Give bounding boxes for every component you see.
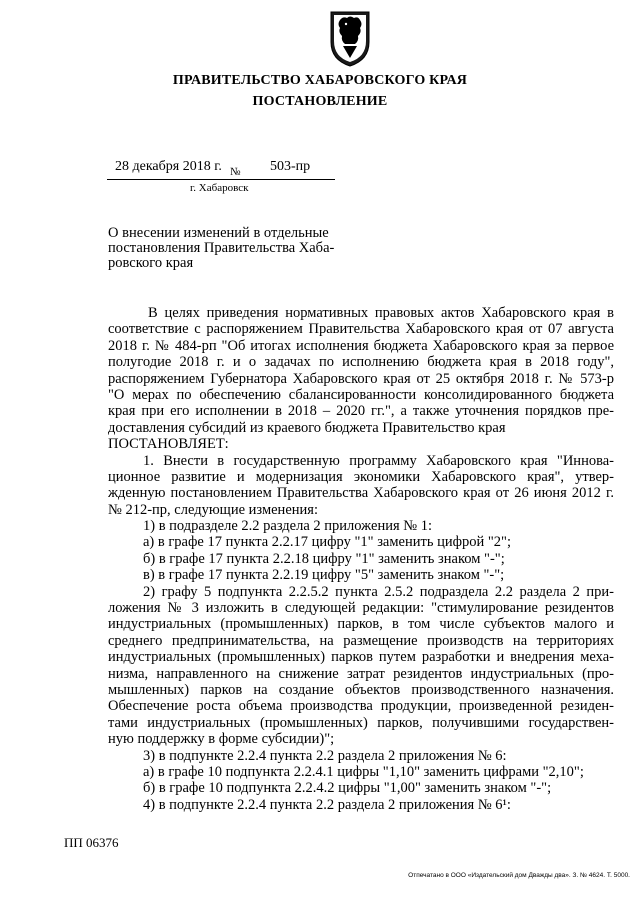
document-body [108,305,614,813]
body-line: а) в графе 10 подпункта 2.2.4.1 цифры "1,10" заменить цифрами "2,10"; [143,763,584,780]
body-line: ционное развитие и модернизация экономики Хабаровского края", утвер- [108,468,614,485]
printer-imprint: Отпечатано в ООО «Издательский дом Дважды два». З. № 4624. Т. 5000. [408,872,630,879]
subject-line: О внесении изменений в отдельные [108,225,329,241]
subject-line: постановления Правительства Хаба- [108,240,335,256]
body-line: соответствие с распоряжением Правительства Хабаровского края от 07 августа [108,321,614,338]
document-code: ПП 06376 [64,835,119,850]
body-line: края при его исполнении в 2018 – 2020 гг.", а также уточнения порядков пре- [108,403,614,420]
document-subject [108,226,348,271]
body-line: в) в графе 17 пункта 2.2.19 цифру "5" заменить знаком "-"; [143,567,505,584]
document-type: ПОСТАНОВЛЕНИЕ [252,94,388,109]
body-line: ную поддержку в форме субсидии)"; [108,731,335,748]
body-line: б) в графе 17 пункта 2.2.18 цифру "1" заменить знаком "-"; [143,550,505,567]
body-line: № 212-пр, следующие изменения: [108,501,318,518]
body-line: 3) в подпункте 2.2.4 пункта 2.2 раздела 2 приложения № 6: [143,747,507,764]
document-number: 503-пр [270,159,311,174]
body-line: ложения № 3 изложить в следующей редакции: "стимулирование резидентов [108,600,614,617]
body-line: полугодие 2018 г. и о задачах по исполнению бюджета края в 2018 году", [108,354,614,371]
body-line: ПОСТАНОВЛЯЕТ: [108,436,229,453]
body-line: индустриальных (промышленных) парков путем разработки и внедрения меха- [108,649,614,666]
body-line: среднего предпринимательства, на размещение производств на территориях [108,632,614,649]
organization-title: ПРАВИТЕЛЬСТВО ХАБАРОВСКОГО КРАЯ [172,73,468,88]
body-line: б) в графе 10 подпункта 2.2.4.2 цифры "1,00" заменить знаком "-"; [143,780,552,797]
body-line: низма, направленного на снижение затрат резидентов индустриальных (про- [108,665,614,682]
body-line: распоряжением Губернатора Хабаровского края от 25 октября 2018 г. № 573-р [108,370,614,387]
subject-line: ровского края [108,255,194,271]
document-date: 28 декабря 2018 г. [115,159,222,174]
body-line: В целях приведения нормативных правовых актов Хабаровского края в [148,305,614,321]
body-line: 1. Внести в государственную программу Хабаровского края "Иннова- [143,452,614,469]
body-line: 2) графу 5 подпункта 2.2.5.2 пункта 2.5.2 подраздела 2.2 раздела 2 при- [143,583,614,600]
body-line: мышленных) парков на создание объектов производственного назначения. [108,681,614,698]
body-line: а) в графе 17 пункта 2.2.17 цифру "1" заменить цифрой "2"; [143,534,511,551]
body-line: 4) в подпункте 2.2.4 пункта 2.2 раздела 2 приложения № 6¹: [143,796,511,813]
coat-of-arms-icon [325,8,375,68]
body-line: 2018 г. № 484-рп "Об итогах исполнения бюджета Хабаровского края за первое [108,337,614,354]
body-line: Обеспечение роста объема производства продукции, произведенной резиден- [108,698,614,715]
body-line: тами индустриальных (промышленных) парков, получившими государствен- [108,714,614,731]
document-city: г. Хабаровск [190,182,249,194]
number-sign: № [230,166,241,178]
body-line: "О мерах по обеспечению сбалансированности консолидированного бюджета [108,386,614,403]
body-line: жденную постановлением Правительства Хабаровского края от 26 июня 2012 г. [108,485,614,502]
body-line: индустриальных (промышленных) парков, в том числе субъектов малого и [108,616,614,633]
body-line: доставления субсидий из краевого бюджета Правительство края [108,419,506,436]
body-line: 1) в подразделе 2.2 раздела 2 приложения № 1: [143,518,433,535]
date-number-underline [107,179,335,180]
